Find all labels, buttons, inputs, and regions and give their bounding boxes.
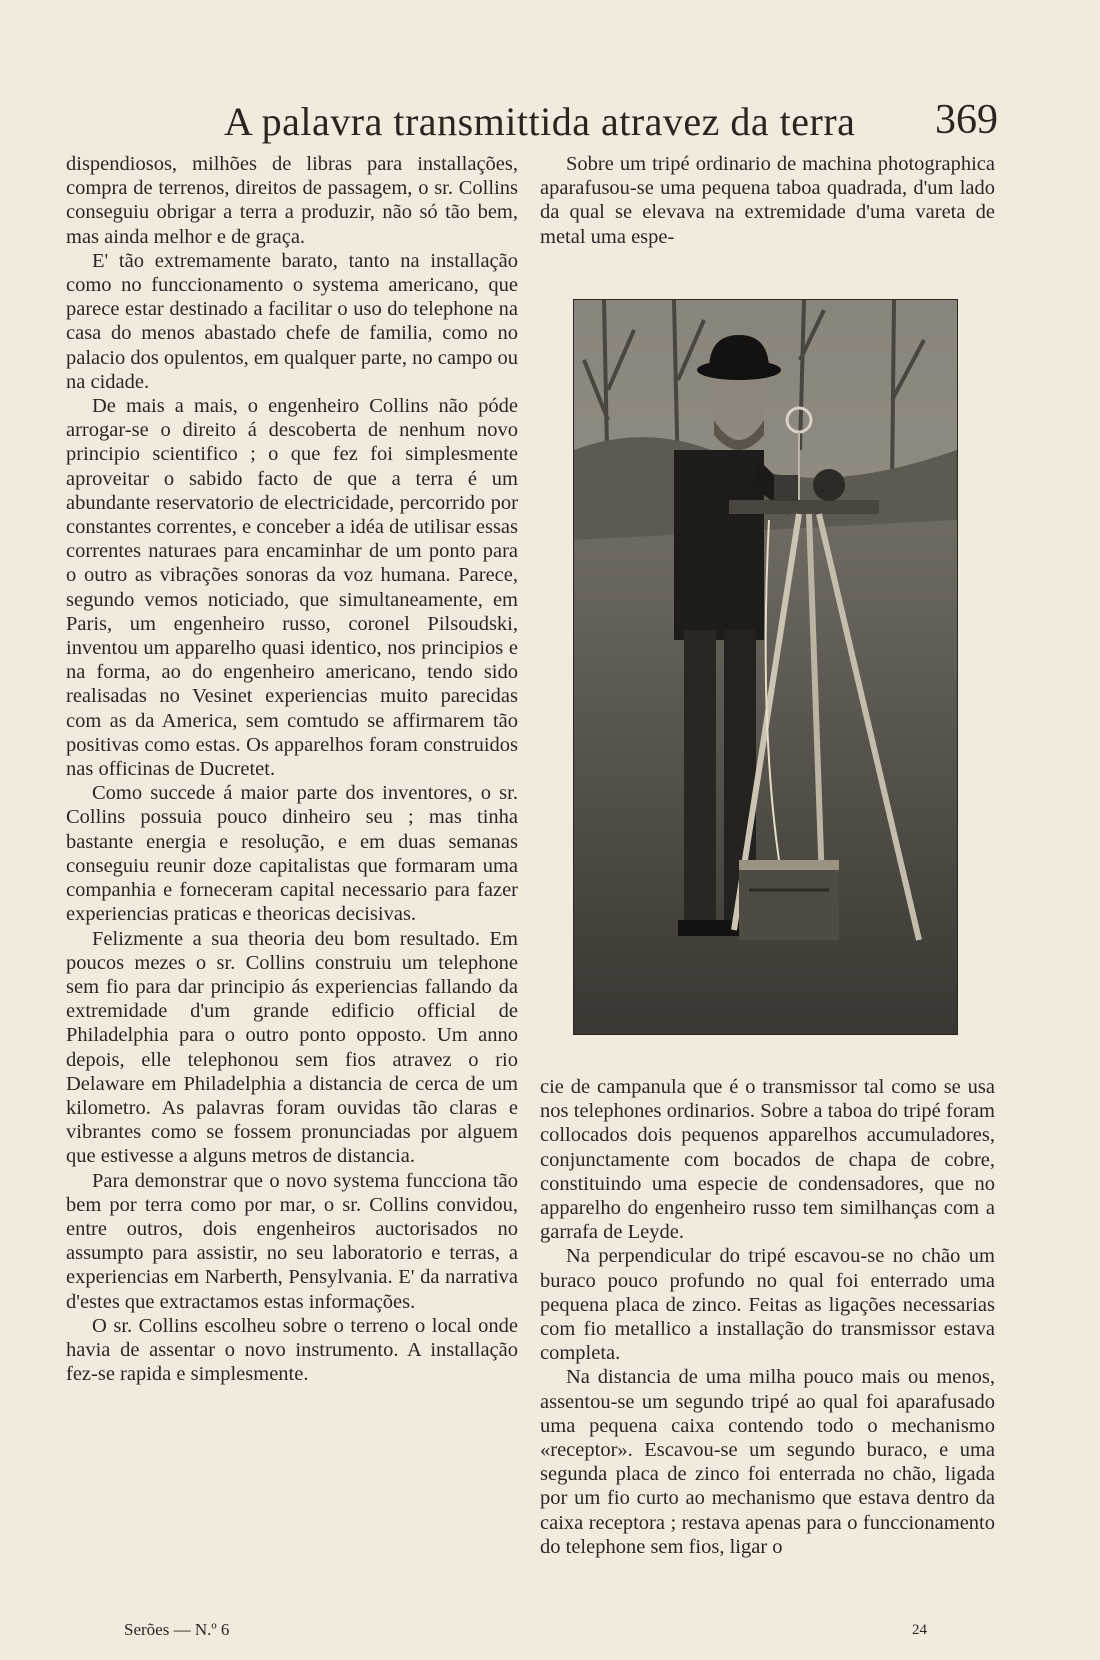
page-number: 369 bbox=[935, 97, 998, 143]
paragraph: E' tão extremamente barato, tanto na installação como no funccionamento o systema americano, que parece estar destinado a facilitar o uso do telephone na casa do menos abastado chefe de familia, como no palacio dos opulentos, em qualquer parte, no campo ou na cidade. bbox=[66, 249, 519, 393]
paragraph: Felizmente a sua theoria deu bom resultado. Em poucos mezes o sr. Collins construiu um telephone sem fio para dar principio ás experiencias fallando da extremidade d'um grande edificio official de Philadelphia para o outro ponto opposto. Um anno depois, elle telephonou sem fios atravez o rio Delaware em Philadelphia a distancia de cerca de um kilometro. As palavras foram ouvidas tão claras e vibrantes como se fossem pronunciadas por alguem que estivesse a alguns metros de distancia. bbox=[66, 927, 518, 1168]
paragraph: Sobre um tripé ordinario de machina photographica aparafusou-se uma pequena taboa quadrada, d'um lado da qual se elevava na extremidade d'uma vareta de metal uma espe- bbox=[540, 153, 995, 248]
paragraph: Na distancia de uma milha pouco mais ou menos, assentou-se um segundo tripé ao qual foi aparafusado uma pequena caixa contendo todo o mechanismo «receptor». Escavou-se um segundo buraco, e uma segunda placa de zinco foi enterrada no chão, ligada por um fio curto ao mechanismo que estava dentro da caixa receptora ; restava apenas para o funccionamento do telephone sem fios, ligar o bbox=[540, 1366, 995, 1558]
paragraph: Para demonstrar que o novo systema funcciona tão bem por terra como por mar, o sr. Collins convidou, entre outros, dois engenheiros auctorisados no assumpto para assistir, no seu laboratorio e terras, a experiencias em Narberth, Pensylvania. E' da narrativa d'estes que extractamos estas informações. bbox=[66, 1169, 518, 1313]
right-column-top bbox=[540, 152, 995, 249]
signature-number: 24 bbox=[912, 1622, 927, 1638]
article-title: A palavra transmittida atravez da terra bbox=[224, 99, 856, 144]
paragraph: De mais a mais, o engenheiro Collins não póde arrogar-se o direito á descoberta de nenhum novo principio scientifico ; o que fez foi simplesmente aproveitar o sabido facto de que a terra é um abundante reservatorio de electricidade, percorrido por constantes correntes, e conceber a idéa de utilisar essas correntes naturaes para encaminhar de um ponto para o outro as vibrações sonoras da voz humana. Parece, segundo vemos noticiado, que simultaneamente, em Paris, um engenheiro russo, coronel Pilsoudski, inventou um apparelho quasi identico, nos principios e na forma, ao do engenheiro americano, tendo sido realisadas no Vesinet experiencias muito parecidas com as da America, sem comtudo se affirmarem tão positivas como estas. Os apparelhos foram construidos nas officinas de Ducretet. bbox=[66, 395, 518, 781]
page-header bbox=[60, 92, 1020, 148]
paragraph: Como succede á maior parte dos inventores, o sr. Collins possuia pouco dinheiro seu ; mas tinha bastante energia e resolução, e em duas semanas conseguiu reunir doze capitalistas que formaram uma companhia e forneceram capital necessario para fazer experiencias praticas e theoricas decisivas. bbox=[66, 782, 518, 926]
magazine-footer: Serões — N.º 6 bbox=[124, 1620, 230, 1639]
paragraph: cie de campanula que é o transmissor tal como se usa nos telephones ordinarios. Sobre a taboa do tripé foram collocados dois pequenos apparelhos accumuladores, conjunctamente com bocados de chapa de cobre, constituindo uma especie de condensadores, que no apparelho do engenheiro russo tem similhanças com a garrafa de Leyde. bbox=[540, 1076, 995, 1244]
right-column-bottom bbox=[540, 1075, 995, 1559]
paragraph: O sr. Collins escolheu sobre o terreno o local onde havia de assentar o novo instrumento. A installação fez-se rapida e simplesmente. bbox=[66, 1314, 518, 1386]
left-column bbox=[66, 152, 518, 1386]
paragraph: Na perpendicular do tripé escavou-se no chão um buraco pouco profundo no qual foi enterrado uma pequena placa de zinco. Feitas as ligações necessarias com fio metallico a installação do transmissor estava completa. bbox=[540, 1245, 995, 1365]
paragraph: dispendiosos, milhões de libras para installações, compra de terrenos, direitos de passagem, o sr. Collins conseguiu obrigar a terra a produzir, não só tão bem, mas ainda melhor e de graça. bbox=[66, 153, 518, 248]
photograph-engineer-with-tripod-transmitter bbox=[574, 300, 957, 1034]
